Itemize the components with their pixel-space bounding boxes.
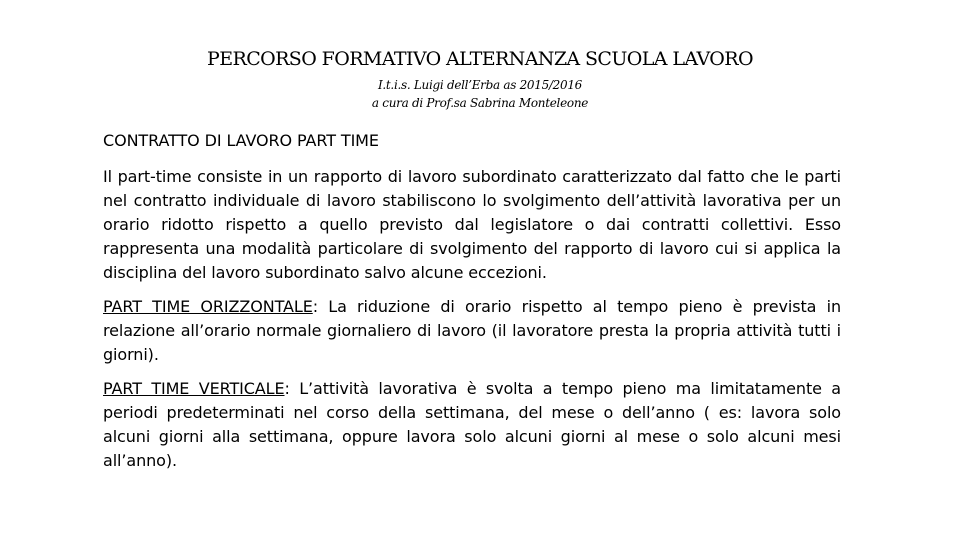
- vertical-text: : L’attività lavorativa è svolta a tempo pieno ma limitatamente a periodi predeterminati nel corso della settimana, del mese o dell’anno ( es: lavora solo alcuni giorni alla settimana, oppure lavora solo alcuni giorni al mese o solo alcuni mesi all’anno).: [103, 379, 841, 470]
- vertical-paragraph: [103, 377, 841, 473]
- section-title: CONTRATTO DI LAVORO PART TIME: [103, 131, 379, 150]
- header-title: PERCORSO FORMATIVO ALTERNANZA SCUOLA LAVORO: [207, 48, 753, 70]
- header-author-line: a cura di Prof.sa Sabrina Monteleone: [371, 96, 589, 110]
- horizontal-text: : La riduzione di orario rispetto al tempo pieno è prevista in relazione all’orario normale giornaliero di lavoro (il lavoratore presta la propria attività tutti i giorni).: [103, 297, 841, 364]
- horizontal-term: PART TIME ORIZZONTALE: [103, 297, 313, 316]
- horizontal-paragraph: [103, 295, 841, 367]
- content-body: [103, 129, 841, 483]
- intro-paragraph: Il part-time consiste in un rapporto di lavoro subordinato caratterizzato dal fatto che le parti nel contratto individuale di lavoro stabiliscono lo svolgimento dell’attività lavorativa per un orario ridotto rispetto a quello previsto dal legislatore o dai contratti collettivi. Esso rappresenta una modalità particolare di svolgimento del rapporto di lavoro cui si applica la disciplina del lavoro subordinato salvo alcune eccezioni.: [103, 167, 841, 282]
- vertical-term: PART TIME VERTICALE: [103, 379, 285, 398]
- header-school-line: I.t.i.s. Luigi dell’Erba as 2015/2016: [377, 78, 583, 92]
